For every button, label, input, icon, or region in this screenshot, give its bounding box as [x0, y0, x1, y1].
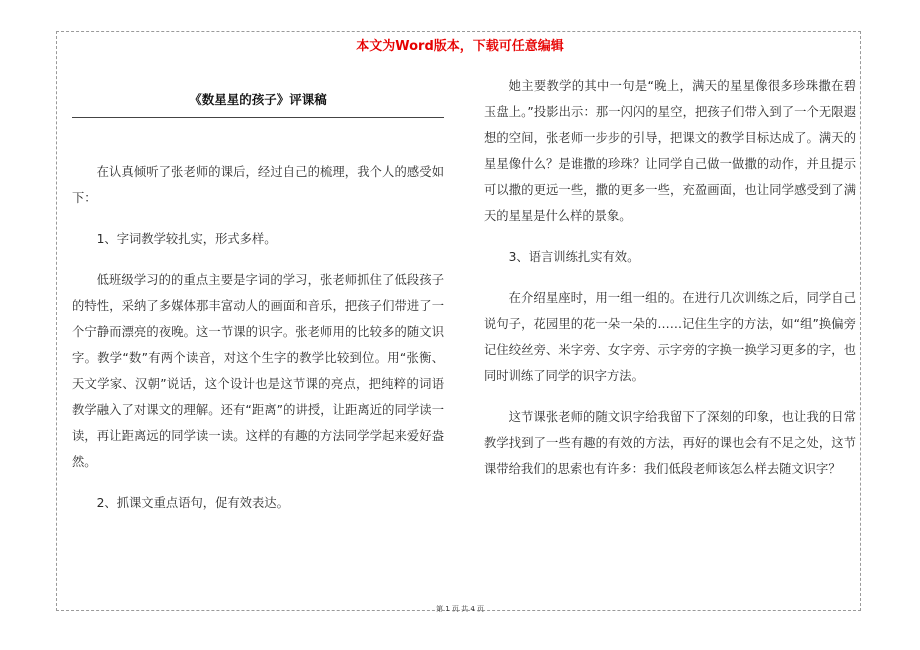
paragraph: 这节课张老师的随文识字给我留下了深刻的印象，也让我的日常教学找到了一些有趣的有效的方法，再好的课也会有不足之处，这节课带给我们的思索也有许多：我们低段老师该怎么样去随文识字？	[484, 410, 856, 476]
title-divider	[72, 117, 444, 118]
right-column	[484, 73, 856, 482]
editable-notice: 本文为Word版本，下载可任意编辑	[356, 39, 564, 54]
left-column	[72, 159, 444, 516]
paragraph: 在介绍星座时，用一组一组的。在进行几次训练之后，同学自己说句子，花园里的花一朵一朵的……记住生字的方法，如“组”换偏旁记住绞丝旁、米字旁、女字旁、示字旁的字换一换学习更多的字，也同时训练了同学的识字方法。	[484, 291, 856, 383]
section-heading: 2、抓课文重点语句，促有效表达。	[96, 496, 289, 510]
paragraph: 她主要教学的其中一句是“晚上，满天的星星像很多珍珠撒在碧玉盘上。”投影出示：那一闪闪的星空，把孩子们带入到了一个无限遐想的空间，张老师一步步的引导，把课文的教学目标达成了。满天的星星像什么？是谁撒的珍珠？让同学自己做一做撒的动作，并且提示可以撒的更远一些，撒的更多一些，充盈画面，也让同学感受到了满天的星星是什么样的景象。	[484, 79, 856, 223]
paragraph: 在认真倾听了张老师的课后，经过自己的梳理，我个人的感受如下：	[72, 165, 444, 205]
section-heading: 3、语言训练扎实有效。	[508, 250, 640, 264]
page-number: 第 1 页 共 4 页	[435, 605, 485, 613]
section-heading: 1、字词教学较扎实，形式多样。	[96, 232, 277, 246]
paragraph: 低班级学习的的重点主要是字词的学习，张老师抓住了低段孩子的特性，采纳了多媒体那丰富动人的画面和音乐，把孩子们带进了一个宁静而漂亮的夜晚。这一节课的识字。张老师用的比较多的随文识字。教学“数”有两个读音，对这个生字的教学比较到位。用“张衡、天文学家、汉朝”说话，这个设计也是这节课的亮点，把纯粹的词语教学融入了对课文的理解。还有“距离”的讲授，让距离近的同学读一读，再让距离远的同学读一读。这样的有趣的方法同学学起来爱好盎然。	[72, 273, 444, 469]
document-title: 《数星星的孩子》评课稿	[189, 92, 327, 107]
